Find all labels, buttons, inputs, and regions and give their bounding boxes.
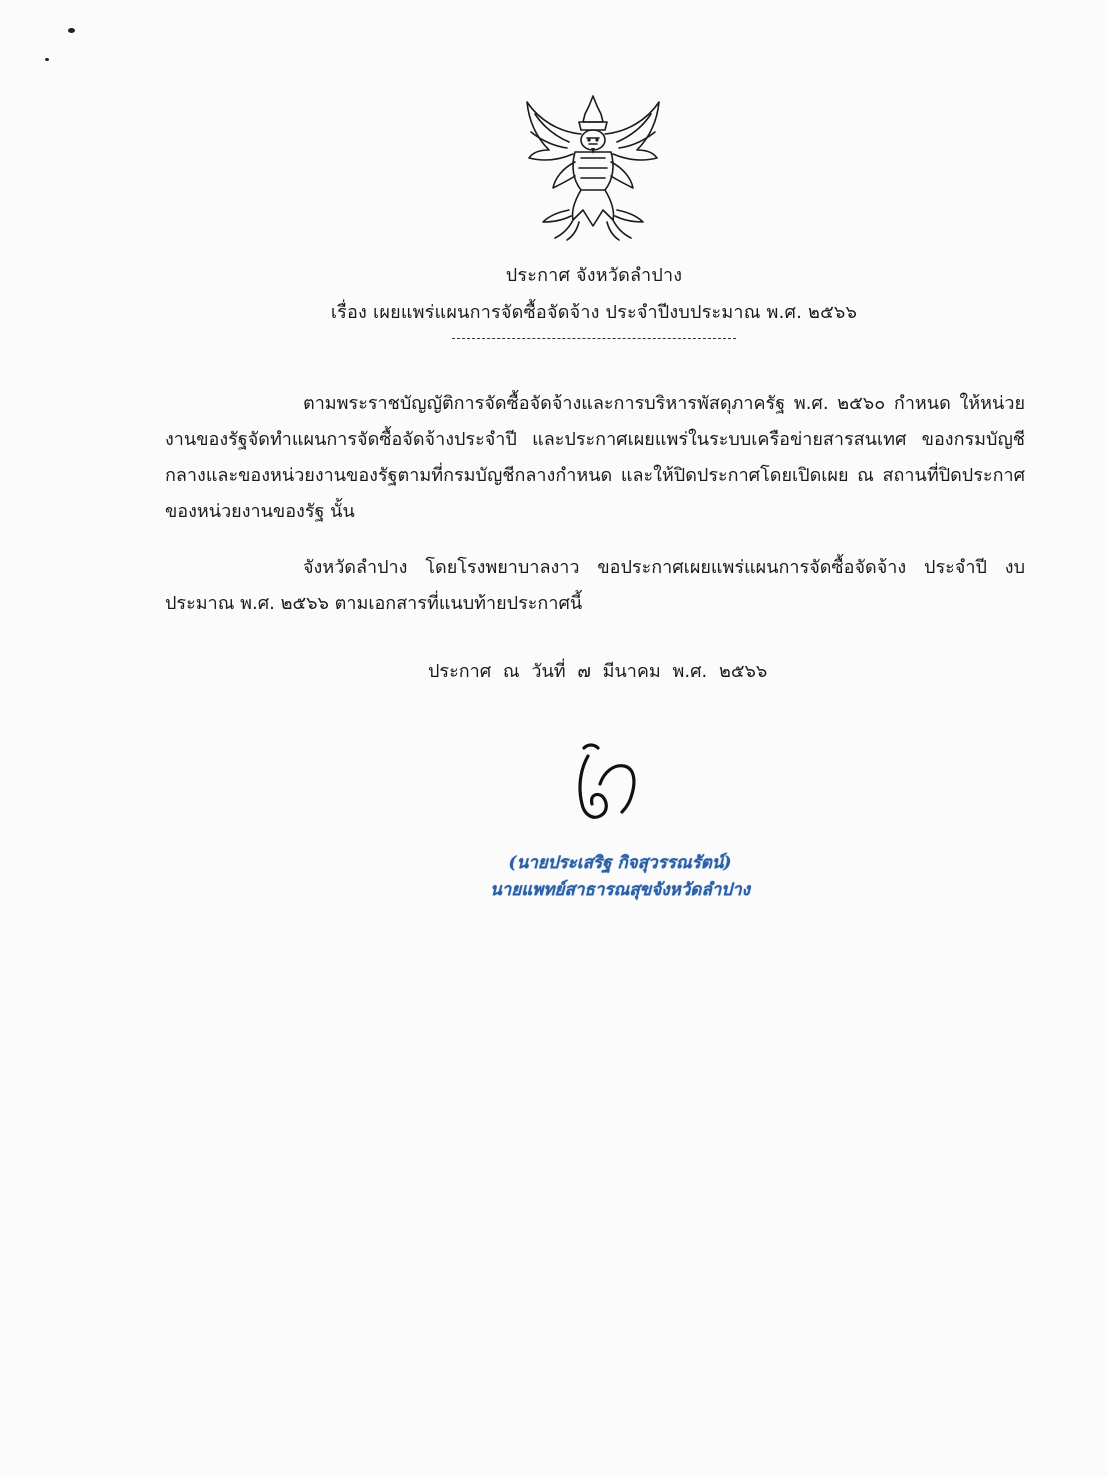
title-divider xyxy=(452,338,736,339)
handwritten-signature xyxy=(574,740,644,824)
body-paragraph-1 xyxy=(165,386,1025,530)
announcement-date: ประกาศ ณ วันที่ ๗ มีนาคม พ.ศ. ๒๕๖๖ xyxy=(428,661,768,682)
signatory-position: นายแพทย์สาธารณสุขจังหวัดลำปาง xyxy=(490,880,750,900)
signatory-name: (นายประเสริฐ กิจสุวรรณรัตน์) xyxy=(508,853,732,873)
scan-speck xyxy=(45,58,49,61)
announcement-subject: เรื่อง เผยแพร่แผนการจัดซื้อจัดจ้าง ประจำปีงบประมาณ พ.ศ. ๒๕๖๖ xyxy=(330,302,858,323)
announcement-title: ประกาศ จังหวัดลำปาง xyxy=(505,265,683,286)
signatory-block xyxy=(470,850,770,904)
paragraph-2-text: จังหวัดลำปาง โดยโรงพยาบาลงาว ขอประกาศเผยแพร่แผนการจัดซื้อจัดจ้าง ประจำปี งบประมาณ พ.ศ. ๒๕๖๖ ตามเอกสารที่แนบท้ายประกาศนี้ xyxy=(165,557,1025,614)
paragraph-1-text: ตามพระราชบัญญัติการจัดซื้อจัดจ้างและการบริหารพัสดุภาครัฐ พ.ศ. ๒๕๖๐ กำหนด ให้หน่วยงานของรัฐจัดทำแผนการจัดซื้อจัดจ้างประจำปี และประกาศเผยแพร่ในระบบเครือข่ายสารสนเทศ ของกรมบัญชีกลางและของหน่วยงานของรัฐตามที่กรมบัญชีกลางกำหนด และให้ปิดประกาศโดยเปิดเผย ณ สถานที่ปิดประกาศของหน่วยงานของรัฐ นั้น xyxy=(165,393,1025,522)
scan-speck xyxy=(68,28,75,33)
garuda-emblem-icon xyxy=(519,92,667,244)
body-paragraph-2 xyxy=(165,550,1025,622)
